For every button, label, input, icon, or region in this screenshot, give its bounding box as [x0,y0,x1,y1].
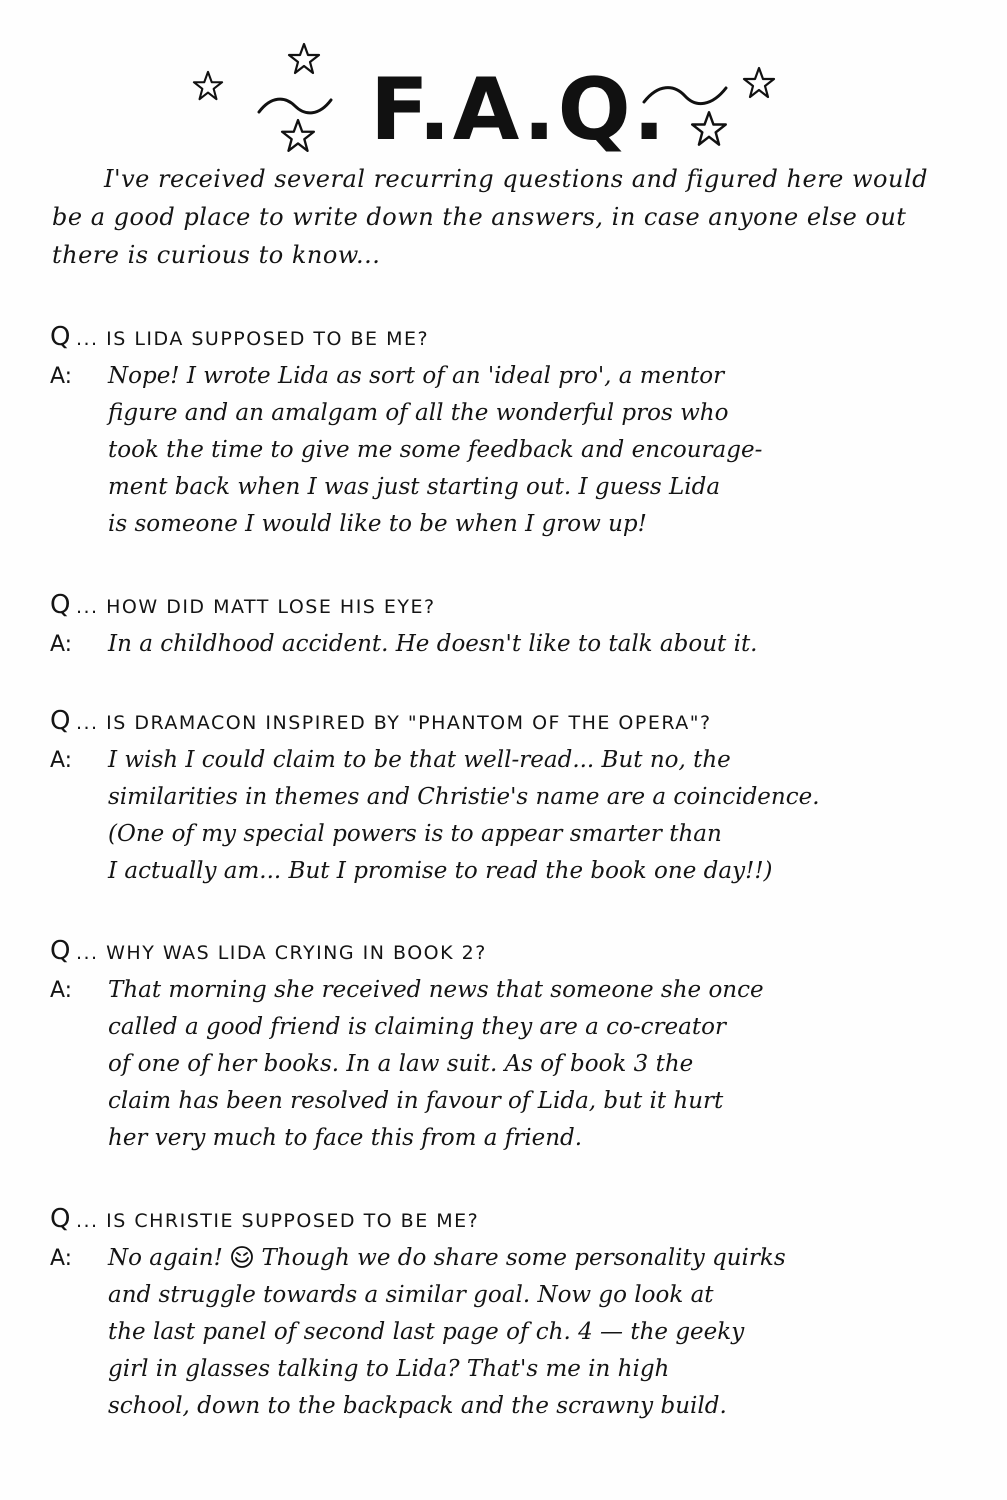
answer-line: I actually am... But I promise to read the book one day!!) [108,858,773,884]
star-icon [287,42,321,76]
question-text: ... IS CHRISTIE SUPPOSED TO BE ME? [75,1210,480,1232]
question-text: ... IS LIDA SUPPOSED TO BE ME? [75,328,430,350]
answer-line: and struggle towards a similar goal. Now go look at [108,1282,714,1308]
answer-line: called a good friend is claiming they are a co-creator [108,1014,726,1040]
page-title: F.A.Q. [370,60,668,160]
faq-header [0,30,1007,160]
star-icon [280,118,316,154]
faq-answer [50,626,950,663]
answer-line: her very much to face this from a friend. [108,1125,583,1151]
answer-text: No again! [108,1245,223,1271]
faq-answer [50,1240,950,1425]
answer-text: Though we do share some personality quirks [261,1245,786,1271]
q-label: Q [50,706,72,736]
faq-item [50,936,950,1157]
faq-question [50,590,950,622]
a-label: A: [50,364,73,389]
faq-answer [50,972,950,1157]
faq-item [50,322,950,543]
smiley-icon [230,1245,254,1269]
q-label: Q [50,1204,72,1234]
answer-line: took the time to give me some feedback and encourage- [108,437,763,463]
answer-line: the last panel of second last page of ch. 4 — the geeky [108,1319,745,1345]
question-text: ... HOW DID MATT LOSE HIS EYE? [75,596,436,618]
answer-line: In a childhood accident. He doesn't like to talk about it. [108,631,758,657]
star-icon [742,66,776,100]
a-label: A: [50,1246,73,1271]
answer-line: (One of my special powers is to appear smarter than [108,821,722,847]
answer-line: ment back when I was just starting out. I guess Lida [108,474,721,500]
faq-item [50,706,950,890]
answer-line: is someone I would like to be when I grow up! [108,511,647,537]
answer-line: school, down to the backpack and the scrawny build. [108,1393,727,1419]
faq-question [50,322,950,354]
answer-line: figure and an amalgam of all the wonderful pros who [108,400,729,426]
question-text: ... WHY WAS LIDA CRYING IN BOOK 2? [75,942,487,964]
answer-line: of one of her books. In a law suit. As of book 3 the [108,1051,694,1077]
faq-item [50,590,950,663]
answer-line: similarities in themes and Christie's name are a coincidence. [108,784,820,810]
answer-line: I wish I could claim to be that well-read... But no, the [108,747,731,773]
faq-question [50,1204,950,1236]
answer-line: Nope! I wrote Lida as sort of an 'ideal pro', a mentor [108,363,725,389]
q-label: Q [50,936,72,966]
a-label: A: [50,978,73,1003]
a-label: A: [50,748,73,773]
faq-question [50,706,950,738]
q-label: Q [50,322,72,352]
faq-question [50,936,950,968]
star-icon [690,110,728,148]
star-icon [192,70,224,102]
faq-answer [50,358,950,543]
answer-line [108,1240,950,1277]
tilde-icon [255,92,335,122]
a-label: A: [50,632,73,657]
intro-paragraph: I've received several recurring questions and figured here would be a good place to write down the answers, in case anyone else out there is curious to know... [52,165,928,269]
q-label: Q [50,590,72,620]
faq-item [50,1204,950,1425]
faq-answer [50,742,950,890]
question-text: ... IS DRAMACON INSPIRED BY "PHANTOM OF THE OPERA"? [75,712,712,734]
answer-line: That morning she received news that someone she once [108,977,764,1003]
answer-line: girl in glasses talking to Lida? That's me in high [108,1356,670,1382]
answer-line: claim has been resolved in favour of Lida, but it hurt [108,1088,724,1114]
